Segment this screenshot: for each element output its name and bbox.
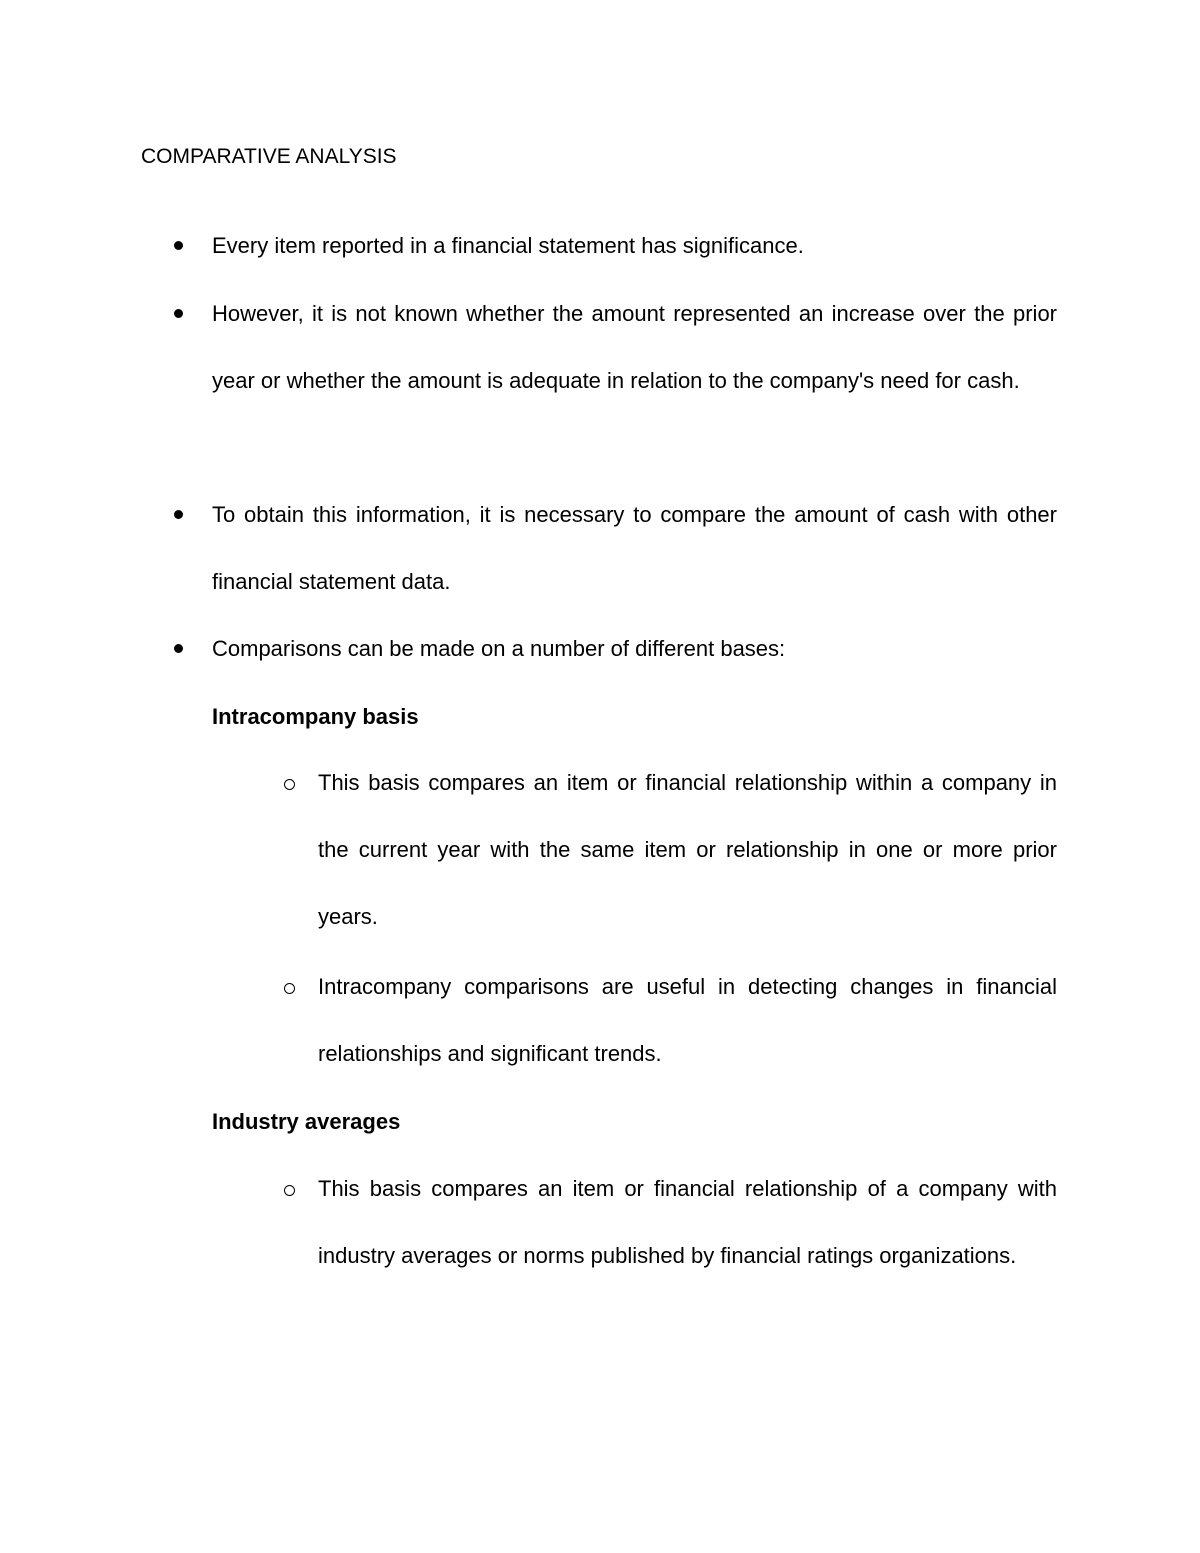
- bullet-text: To obtain this information, it is necessary to compare the amount of cash with other financial statement data.: [212, 502, 1057, 594]
- sub-bullet-item: [318, 749, 1057, 950]
- bullet-text: Comparisons can be made on a number of different bases:: [212, 636, 786, 661]
- bullet-item: [212, 481, 1057, 615]
- sub-bullet-text: This basis compares an item or financial relationship within a company in the current year with the same item or relationship in one or more prior years.: [318, 770, 1057, 929]
- sub-bullet-item: [318, 953, 1057, 1087]
- bullet-text: However, it is not known whether the amount represented an increase over the prior year or whether the amount is adequate in relation to the company's need for cash.: [212, 301, 1057, 393]
- section-heading-industry-averages: Industry averages: [212, 1109, 401, 1134]
- bullet-dot-icon: [174, 644, 183, 653]
- bullet-item: [212, 280, 1057, 414]
- bullet-text: Every item reported in a financial statement has significance.: [212, 233, 804, 258]
- circle-bullet-icon: [284, 1185, 295, 1196]
- circle-bullet-icon: [284, 779, 295, 790]
- section-heading-intracompany: Intracompany basis: [212, 704, 419, 729]
- sub-bullet-text: Intracompany comparisons are useful in detecting changes in financial relationships and significant trends.: [318, 974, 1057, 1066]
- bullet-item: [212, 212, 1057, 279]
- sub-bullet-text: This basis compares an item or financial relationship of a company with industry averages or norms published by financial ratings organizations.: [318, 1176, 1057, 1268]
- document-title: COMPARATIVE ANALYSIS: [141, 145, 397, 168]
- bullet-dot-icon: [174, 241, 183, 250]
- bullet-item: [212, 615, 1057, 682]
- bullet-dot-icon: [174, 510, 183, 519]
- bullet-dot-icon: [174, 309, 183, 318]
- circle-bullet-icon: [284, 983, 295, 994]
- sub-bullet-item: [318, 1155, 1057, 1289]
